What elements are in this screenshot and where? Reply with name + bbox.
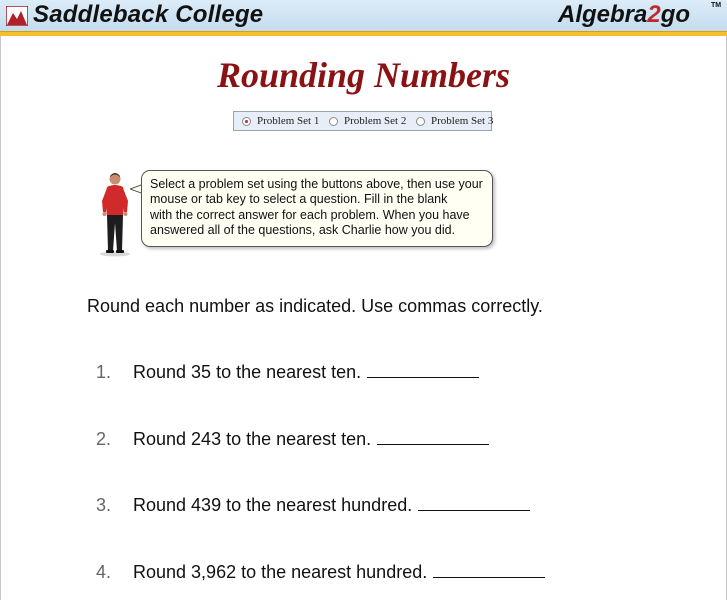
problem-set-2-radio[interactable]	[329, 114, 406, 128]
problem-number: 4.	[96, 562, 112, 582]
mountain-logo-icon	[6, 6, 28, 26]
radio-unselected-icon	[329, 117, 338, 126]
bubble-line: Select a problem set using the buttons above, then use your	[150, 177, 483, 191]
algebra2go-logo[interactable]	[558, 1, 690, 29]
problem-number: 1.	[96, 362, 112, 382]
speech-bubble-text	[150, 177, 490, 238]
trademark-mark: TM	[711, 2, 722, 9]
brand-prefix: Algebra	[558, 1, 648, 28]
radio-selected-icon	[242, 117, 251, 126]
answer-blank-4[interactable]	[433, 559, 545, 578]
problem-item	[96, 359, 479, 383]
problem-item	[96, 559, 545, 583]
header-divider	[0, 31, 727, 36]
problem-question: Round 243 to the nearest ten.	[133, 429, 372, 449]
problem-number: 3.	[96, 495, 112, 515]
problem-question: Round 35 to the nearest ten.	[133, 362, 362, 382]
radio-unselected-icon	[416, 117, 425, 126]
problem-set-2-label: Problem Set 2	[344, 115, 407, 127]
problem-question: Round 3,962 to the nearest hundred.	[133, 562, 428, 582]
problem-set-selector	[233, 111, 492, 131]
problem-set-1-radio[interactable]	[242, 114, 319, 128]
brand-suffix: go	[660, 1, 691, 28]
problem-item	[96, 426, 489, 450]
brand-digit: 2	[647, 1, 661, 28]
answer-blank-3[interactable]	[418, 492, 530, 511]
problem-number: 2.	[96, 429, 112, 449]
page-title: Rounding Numbers	[216, 55, 511, 95]
answer-blank-1[interactable]	[367, 359, 479, 378]
instructions-text: Round each number as indicated. Use commas correctly.	[87, 296, 543, 316]
answer-blank-2[interactable]	[377, 426, 489, 445]
college-name[interactable]: Saddleback College	[33, 1, 264, 28]
charlie-instructor-figure[interactable]	[96, 171, 134, 257]
bubble-line: answered all of the questions, ask Charlie how you did.	[150, 222, 456, 237]
problem-question: Round 439 to the nearest hundred.	[133, 495, 413, 515]
bubble-line: with the correct answer for each problem. When you have	[150, 207, 470, 222]
bubble-line: mouse or tab key to select a question. Fill in the blank	[150, 192, 448, 207]
problem-set-1-label: Problem Set 1	[257, 115, 320, 127]
site-header	[0, 0, 727, 31]
problem-set-3-radio[interactable]	[416, 114, 493, 128]
problem-set-3-label: Problem Set 3	[431, 115, 494, 127]
problem-item	[96, 492, 530, 516]
